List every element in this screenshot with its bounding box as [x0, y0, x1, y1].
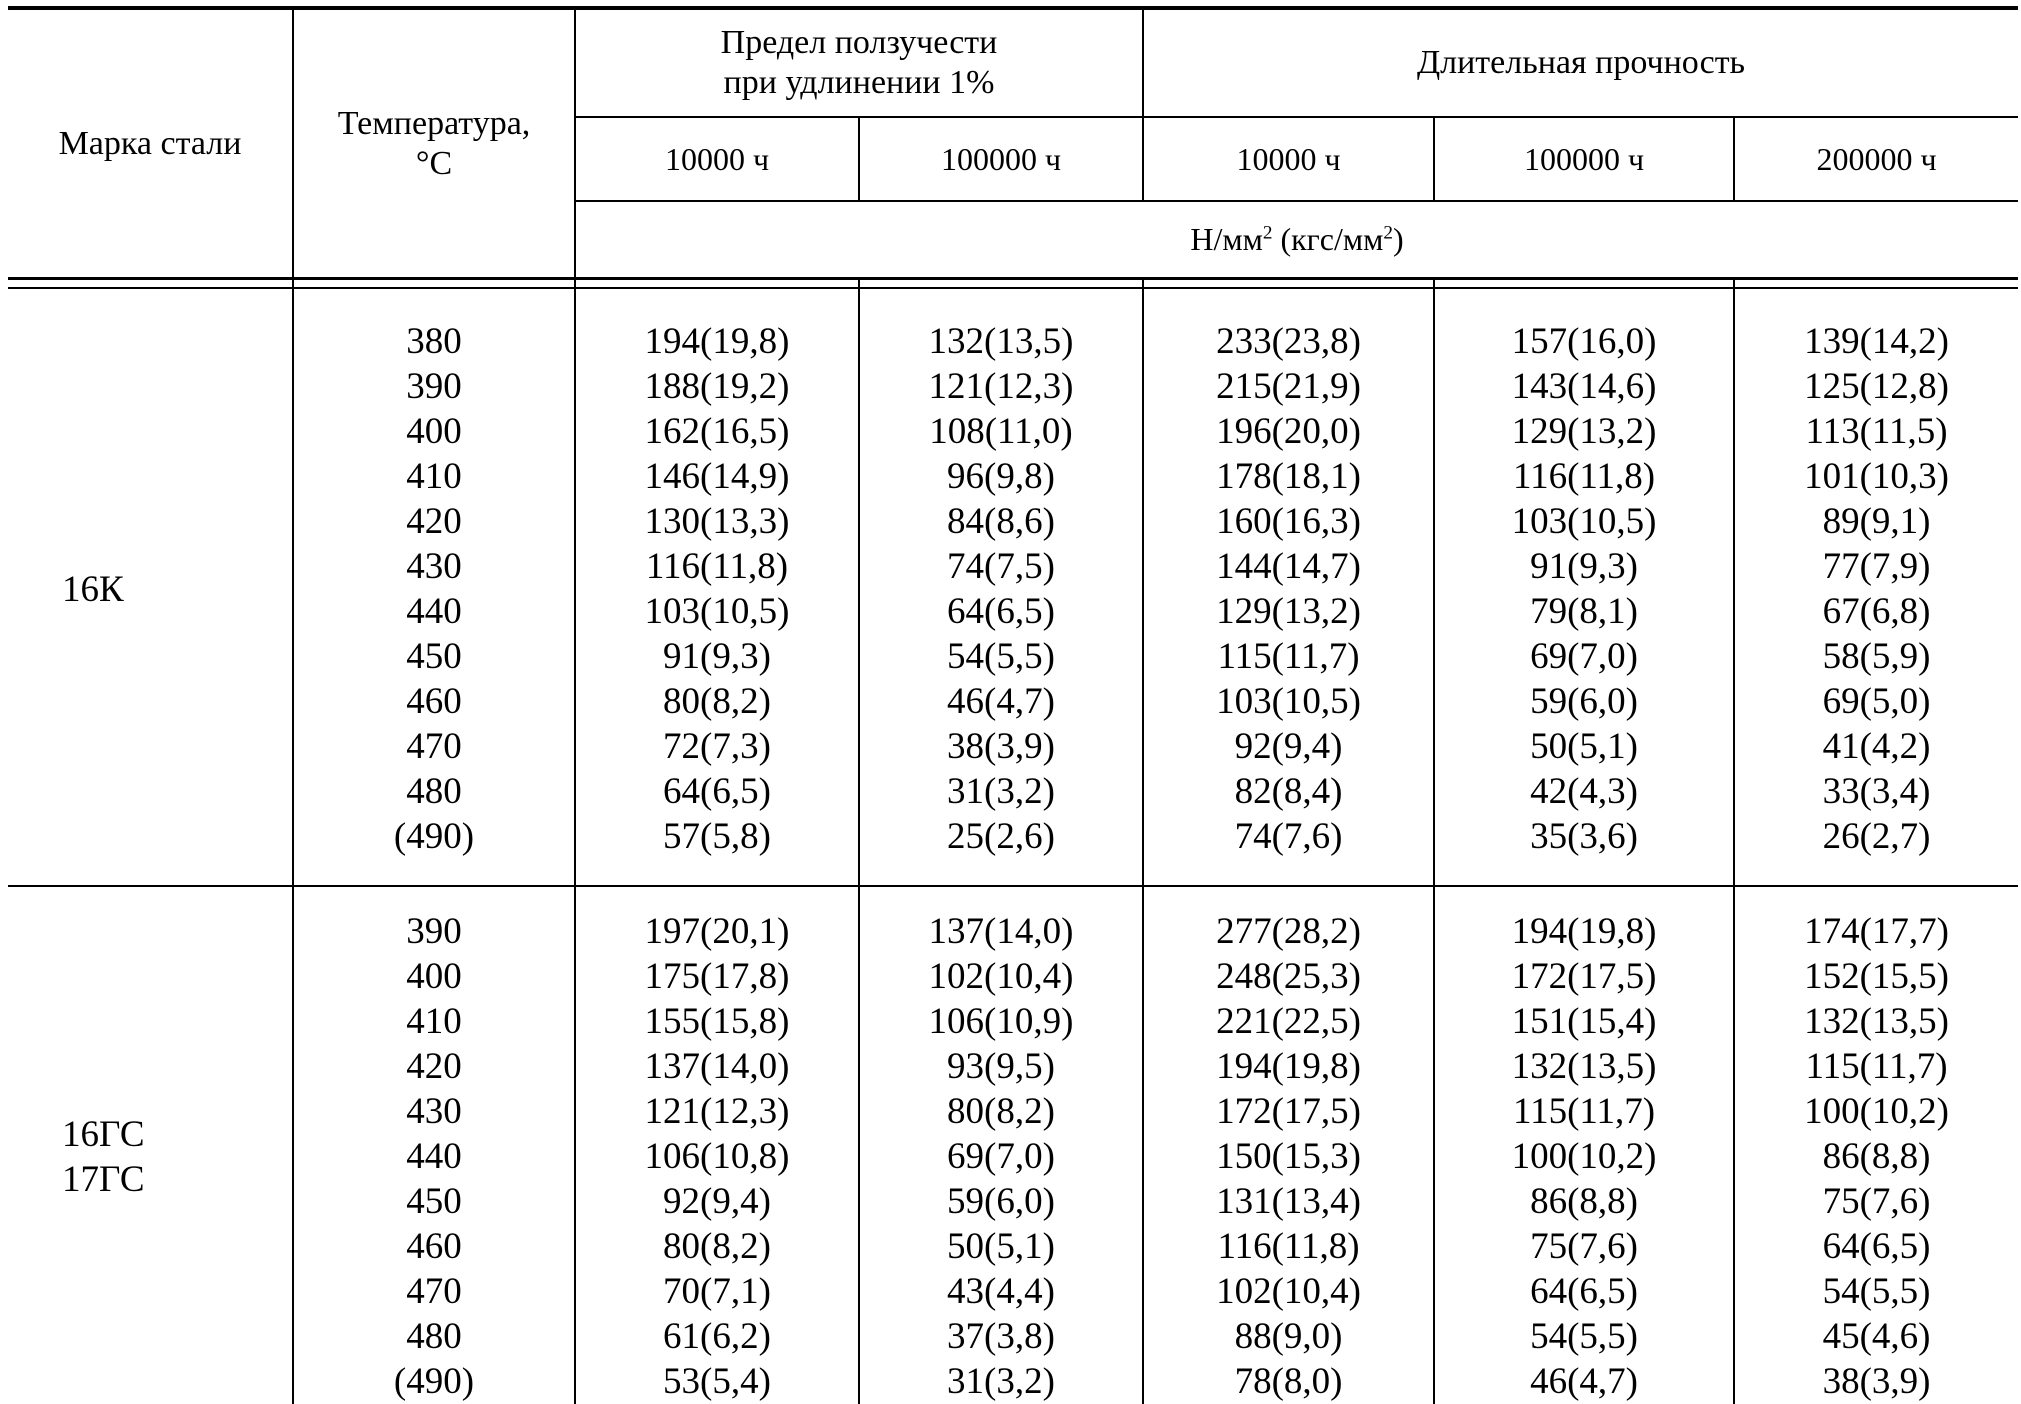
strength-10000-list-wrap [1144, 289, 1433, 885]
value-cell: 67(6,8) [1822, 591, 1931, 632]
value-cell: 80(8,2) [663, 681, 771, 722]
value-cell: 100(10,2) [1804, 1091, 1949, 1132]
creep-10000-list-wrap [576, 289, 858, 885]
value-cell: 420 [406, 501, 462, 542]
steel-properties-table [8, 6, 2018, 1404]
value-cell: 174(17,7) [1804, 911, 1949, 952]
value-cell: 88(9,0) [1234, 1316, 1343, 1357]
value-cell: 101(10,3) [1804, 456, 1949, 497]
header-temperature [293, 8, 575, 279]
value-cell: 380 [406, 321, 462, 362]
value-cell: 196(20,0) [1216, 411, 1361, 452]
value-cell: 45(4,6) [1822, 1316, 1931, 1357]
value-cell: 78(8,0) [1234, 1361, 1343, 1402]
steel-group-16gs-17gs [8, 886, 2018, 1404]
value-cell: 390 [406, 911, 462, 952]
value-cell: 172(17,5) [1216, 1091, 1361, 1132]
steel-grade-cell [8, 288, 293, 886]
value-cell: 64(6,5) [1822, 1226, 1931, 1267]
value-cell: 69(7,0) [947, 1136, 1055, 1177]
value-cell: 137(14,0) [644, 1046, 790, 1087]
value-cell: 113(11,5) [1805, 411, 1948, 452]
steel-grade: 17ГС [62, 1158, 145, 1200]
steel-grade-wrap [62, 1090, 292, 1202]
value-cell: 121(12,3) [644, 1091, 790, 1132]
value-cell: 59(6,0) [1530, 681, 1638, 722]
value-cell: 58(5,9) [1822, 636, 1931, 677]
value-cell: 69(7,0) [1530, 636, 1638, 677]
value-cell: 460 [406, 681, 462, 722]
value-cell: 450 [406, 1181, 462, 1222]
value-cell: 84(8,6) [947, 501, 1055, 542]
header-steel-grade: Марка стали [8, 8, 293, 279]
value-cell: 430 [406, 546, 462, 587]
header-duration: 10000 ч [1143, 117, 1434, 201]
value-cell: 150(15,3) [1216, 1136, 1361, 1177]
value-cell: 72(7,3) [663, 726, 771, 767]
value-cell: 410 [406, 456, 462, 497]
creep-10000-list [575, 886, 859, 1404]
header-temperature-line1: Температура, [337, 104, 531, 142]
value-cell: 121(12,3) [928, 366, 1074, 407]
value-cell: 103(10,5) [644, 591, 790, 632]
steel-grade: 16К [62, 568, 124, 610]
value-cell: 115(11,7) [1217, 636, 1360, 677]
strength-200000-list [1734, 288, 2018, 886]
value-cell: 38(3,9) [947, 726, 1055, 767]
unit-n: Н/мм [1190, 221, 1263, 257]
value-cell: 91(9,3) [1530, 546, 1638, 587]
strength-100000-list [1434, 886, 1734, 1404]
value-cell: 480 [406, 771, 462, 812]
value-cell: 137(14,0) [928, 911, 1074, 952]
value-cell: 221(22,5) [1216, 1001, 1361, 1042]
value-cell: 440 [406, 1136, 462, 1177]
value-cell: 470 [406, 1271, 462, 1312]
value-cell: 450 [406, 636, 462, 677]
header-unit [575, 201, 2018, 279]
creep-100000-list-wrap [860, 289, 1142, 885]
value-cell: 75(7,6) [1822, 1181, 1931, 1222]
value-cell: 75(7,6) [1530, 1226, 1638, 1267]
value-cell: 103(10,5) [1511, 501, 1657, 542]
value-cell: 100(10,2) [1511, 1136, 1657, 1177]
value-cell: 79(8,1) [1530, 591, 1638, 632]
value-cell: 460 [406, 1226, 462, 1267]
temperature-list [293, 288, 575, 886]
value-cell: 162(16,5) [644, 411, 790, 452]
value-cell: 215(21,9) [1216, 366, 1361, 407]
creep-10000-list [575, 288, 859, 886]
value-cell: 194(19,8) [1216, 1046, 1361, 1087]
value-cell: 440 [406, 591, 462, 632]
value-cell: 106(10,9) [928, 1001, 1074, 1042]
value-cell: 115(11,7) [1805, 1046, 1948, 1087]
value-cell: (490) [393, 816, 475, 857]
value-cell: 57(5,8) [663, 816, 771, 857]
value-cell: 50(5,1) [1530, 726, 1638, 767]
temperature-list [293, 886, 575, 1404]
strength-10000-list-wrap [1144, 887, 1433, 1404]
steel-grade-cell [8, 886, 293, 1404]
value-cell: 43(4,4) [947, 1271, 1055, 1312]
value-cell: 69(5,0) [1822, 681, 1931, 722]
value-cell: 70(7,1) [663, 1271, 771, 1312]
header-creep-limit-line2: при удлинении 1% [723, 64, 995, 101]
value-cell: 53(5,4) [663, 1361, 771, 1402]
value-cell: 106(10,8) [644, 1136, 790, 1177]
value-cell: 155(15,8) [644, 1001, 790, 1042]
value-cell: 116(11,8) [1512, 456, 1656, 497]
value-cell: 61(6,2) [663, 1316, 771, 1357]
header-duration: 10000 ч [575, 117, 859, 201]
value-cell: 74(7,5) [947, 546, 1055, 587]
value-cell: 46(4,7) [1530, 1361, 1638, 1402]
header-creep-limit-line1: Предел ползучести [720, 24, 998, 61]
value-cell: 125(12,8) [1804, 366, 1949, 407]
value-cell: 64(6,5) [663, 771, 771, 812]
value-cell: 80(8,2) [663, 1226, 771, 1267]
steel-grade: 16ГС [62, 1113, 145, 1155]
temperature-list-wrap [294, 289, 574, 885]
value-cell: 74(7,6) [1234, 816, 1343, 857]
value-cell: 277(28,2) [1216, 911, 1361, 952]
value-cell: 139(14,2) [1804, 321, 1949, 362]
value-cell: 92(9,4) [663, 1181, 771, 1222]
value-cell: (490) [393, 1361, 475, 1402]
strength-100000-list-wrap [1435, 887, 1733, 1404]
value-cell: 175(17,8) [644, 956, 790, 997]
value-cell: 46(4,7) [947, 681, 1055, 722]
value-cell: 37(3,8) [947, 1316, 1055, 1357]
value-cell: 143(14,6) [1511, 366, 1657, 407]
value-cell: 132(13,5) [1804, 1001, 1949, 1042]
value-cell: 188(19,2) [644, 366, 790, 407]
value-cell: 194(19,8) [644, 321, 790, 362]
value-cell: 103(10,5) [1216, 681, 1361, 722]
unit-close: ) [1392, 221, 1404, 257]
value-cell: 480 [406, 1316, 462, 1357]
value-cell: 197(20,1) [644, 911, 790, 952]
value-cell: 38(3,9) [1822, 1361, 1931, 1402]
unit-kgs: (кгс/мм [1280, 221, 1384, 257]
value-cell: 93(9,5) [947, 1046, 1055, 1087]
value-cell: 157(16,0) [1511, 321, 1657, 362]
creep-100000-list [859, 886, 1143, 1404]
strength-200000-list-wrap [1735, 289, 2018, 885]
steel-grade-wrap [62, 537, 292, 638]
value-cell: 172(17,5) [1511, 956, 1657, 997]
strength-100000-list [1434, 288, 1734, 886]
strength-10000-list [1143, 288, 1434, 886]
value-cell: 86(8,8) [1530, 1181, 1638, 1222]
unit-kgs-sup: 2 [1383, 222, 1393, 244]
value-cell: 116(11,8) [1217, 1226, 1360, 1267]
value-cell: 390 [406, 366, 462, 407]
header-duration: 100000 ч [859, 117, 1143, 201]
value-cell: 178(18,1) [1216, 456, 1361, 497]
header-duration: 100000 ч [1434, 117, 1734, 201]
value-cell: 116(11,8) [645, 546, 789, 587]
strength-200000-list [1734, 886, 2018, 1404]
header-long-strength: Длительная прочность [1143, 8, 2018, 117]
value-cell: 144(14,7) [1216, 546, 1361, 587]
value-cell: 89(9,1) [1822, 501, 1931, 542]
value-cell: 82(8,4) [1234, 771, 1343, 812]
strength-10000-list [1143, 886, 1434, 1404]
value-cell: 42(4,3) [1530, 771, 1638, 812]
creep-10000-list-wrap [576, 887, 858, 1404]
value-cell: 64(6,5) [947, 591, 1055, 632]
value-cell: 115(11,7) [1512, 1091, 1656, 1132]
value-cell: 50(5,1) [947, 1226, 1055, 1267]
value-cell: 233(23,8) [1216, 321, 1361, 362]
value-cell: 92(9,4) [1234, 726, 1343, 767]
value-cell: 102(10,4) [928, 956, 1074, 997]
value-cell: 146(14,9) [644, 456, 790, 497]
value-cell: 102(10,4) [1216, 1271, 1361, 1312]
group-row [8, 886, 2018, 1404]
value-cell: 420 [406, 1046, 462, 1087]
value-cell: 470 [406, 726, 462, 767]
unit-n-sup: 2 [1262, 222, 1273, 244]
value-cell: 54(5,5) [1822, 1271, 1931, 1312]
header-creep-limit [575, 8, 1143, 117]
steel-group-16k [8, 288, 2018, 886]
creep-100000-list [859, 288, 1143, 886]
value-cell: 248(25,3) [1216, 956, 1361, 997]
value-cell: 41(4,2) [1822, 726, 1931, 767]
value-cell: 91(9,3) [663, 636, 771, 677]
value-cell: 80(8,2) [947, 1091, 1055, 1132]
value-cell: 64(6,5) [1530, 1271, 1638, 1312]
value-cell: 132(13,5) [928, 321, 1074, 362]
value-cell: 131(13,4) [1216, 1181, 1361, 1222]
value-cell: 77(7,9) [1822, 546, 1931, 587]
value-cell: 129(13,2) [1216, 591, 1361, 632]
value-cell: 33(3,4) [1822, 771, 1931, 812]
value-cell: 54(5,5) [947, 636, 1055, 677]
value-cell: 130(13,3) [644, 501, 790, 542]
group-row [8, 288, 2018, 886]
value-cell: 86(8,8) [1822, 1136, 1931, 1177]
value-cell: 25(2,6) [947, 816, 1055, 857]
header-separator [8, 279, 2018, 289]
value-cell: 31(3,2) [947, 771, 1055, 812]
strength-100000-list-wrap [1435, 289, 1733, 885]
value-cell: 400 [406, 956, 462, 997]
value-cell: 151(15,4) [1511, 1001, 1657, 1042]
header-duration: 200000 ч [1734, 117, 2018, 201]
creep-100000-list-wrap [860, 887, 1142, 1404]
value-cell: 194(19,8) [1511, 911, 1657, 952]
temperature-list-wrap [294, 887, 574, 1404]
value-cell: 160(16,3) [1216, 501, 1361, 542]
value-cell: 129(13,2) [1511, 411, 1657, 452]
value-cell: 108(11,0) [929, 411, 1073, 452]
value-cell: 410 [406, 1001, 462, 1042]
value-cell: 59(6,0) [947, 1181, 1055, 1222]
value-cell: 35(3,6) [1530, 816, 1638, 857]
value-cell: 26(2,7) [1822, 816, 1931, 857]
strength-200000-list-wrap [1735, 887, 2018, 1404]
value-cell: 54(5,5) [1530, 1316, 1638, 1357]
value-cell: 152(15,5) [1804, 956, 1949, 997]
header-temperature-line2: °С [415, 144, 453, 182]
value-cell: 400 [406, 411, 462, 452]
value-cell: 31(3,2) [947, 1361, 1055, 1402]
value-cell: 96(9,8) [947, 456, 1055, 497]
value-cell: 132(13,5) [1511, 1046, 1657, 1087]
value-cell: 430 [406, 1091, 462, 1132]
